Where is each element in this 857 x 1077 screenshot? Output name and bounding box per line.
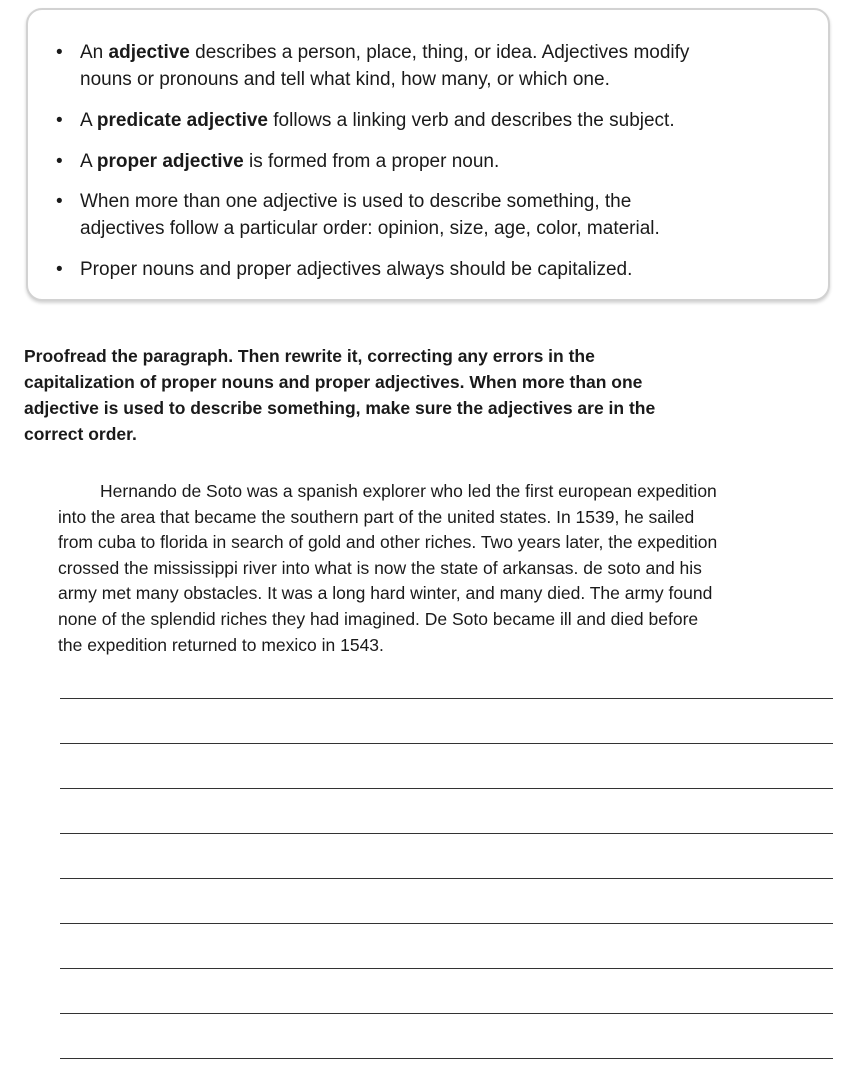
paragraph-line: crossed the mississippi river into what is now the state of arkansas. de soto and his: [58, 557, 702, 578]
answer-line[interactable]: [60, 968, 833, 969]
rule-term: adjective: [108, 42, 190, 63]
rule-text: nouns or pronouns and tell what kind, how many, or which one.: [80, 69, 610, 90]
bullet-icon: •: [56, 110, 63, 131]
rule-text: An: [80, 42, 109, 63]
rule-adjective: [56, 39, 820, 93]
instructions-line: correct order.: [24, 424, 137, 444]
rule-text: A: [80, 110, 97, 131]
bullet-icon: •: [56, 259, 63, 280]
rule-text: A: [80, 151, 97, 172]
bullet-icon: •: [56, 42, 63, 63]
paragraph-line: none of the splendid riches they had imagined. De Soto became ill and died before: [58, 608, 699, 629]
answer-line[interactable]: [60, 743, 833, 744]
rule-predicate-adjective: [56, 107, 820, 134]
answer-line[interactable]: [60, 923, 833, 924]
answer-line[interactable]: [60, 1058, 833, 1059]
bullet-icon: •: [56, 151, 63, 172]
instructions-line: capitalization of proper nouns and proper adjectives. When more than one: [24, 372, 643, 392]
rule-proper-adjective: [56, 148, 820, 175]
rule-capitalization: [56, 256, 820, 283]
rule-text: When more than one adjective is used to describe something, the: [80, 191, 632, 212]
rule-text: is formed from a proper noun.: [243, 151, 500, 172]
paragraph-line: into the area that became the southern part of the united states. In 1539, he sailed: [58, 506, 695, 527]
paragraph-line: the expedition returned to mexico in 1543.: [58, 634, 384, 655]
rule-text: describes a person, place, thing, or idea. Adjectives modify: [189, 42, 690, 63]
proofread-paragraph: [58, 479, 838, 658]
paragraph-line: from cuba to florida in search of gold and other riches. Two years later, the expedition: [58, 532, 718, 553]
rule-term: proper adjective: [96, 151, 244, 172]
rule-text: adjectives follow a particular order: opinion, size, age, color, material.: [80, 218, 660, 239]
answer-line[interactable]: [60, 1013, 833, 1014]
answer-line[interactable]: [60, 698, 833, 699]
rule-adjective-order: [56, 188, 820, 242]
instructions-line: adjective is used to describe something, make sure the adjectives are in the: [24, 398, 656, 418]
rule-term: predicate adjective: [96, 110, 268, 131]
rules-box: [26, 8, 830, 301]
rule-text: follows a linking verb and describes the subject.: [268, 110, 675, 131]
bullet-icon: •: [56, 191, 63, 212]
instructions: [24, 343, 814, 447]
rule-text: Proper nouns and proper adjectives always should be capitalized.: [80, 259, 633, 280]
answer-line[interactable]: [60, 833, 833, 834]
paragraph-line: army met many obstacles. It was a long hard winter, and many died. The army found: [58, 583, 713, 604]
paragraph-line: Hernando de Soto was a spanish explorer who led the first european expedition: [100, 481, 717, 501]
instructions-line: Proofread the paragraph. Then rewrite it, correcting any errors in the: [24, 346, 595, 366]
answer-line[interactable]: [60, 878, 833, 879]
answer-line[interactable]: [60, 788, 833, 789]
